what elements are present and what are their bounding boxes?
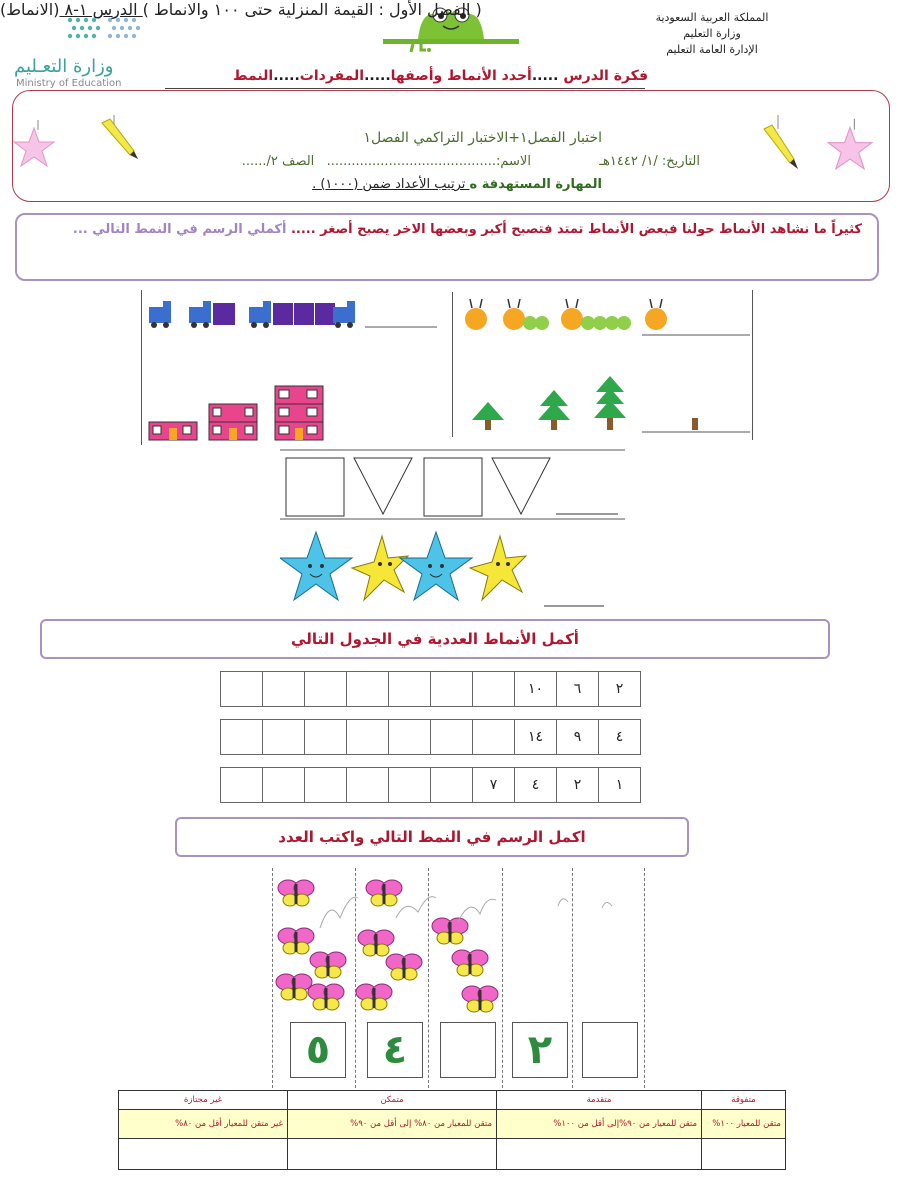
idea-dots-1: .....: [531, 68, 564, 84]
number-cell[interactable]: ١٤: [515, 720, 557, 755]
number-cell[interactable]: [389, 720, 431, 755]
intro-hint: أكملي الرسم في النمط التالي ...: [72, 222, 287, 237]
section-number-patterns-title: أكمل الأنماط العددية في الجدول التالي: [40, 619, 830, 659]
number-cell[interactable]: [389, 672, 431, 707]
train-engine-icon: [149, 301, 171, 328]
section-butterfly-title: اكمل الرسم في النمط التالي واكتب العدد: [175, 817, 689, 857]
butterfly-count-box[interactable]: ٤: [367, 1022, 423, 1078]
pencil-left-icon: [100, 115, 140, 160]
rubric-mark-cell[interactable]: [288, 1139, 497, 1170]
intro-sentence: كثيراً ما نشاهد الأنماط حولنا فبعض الأنماط تمتد فتصبح أكبر وبعضها الاخر يصبح أصغر .....: [286, 222, 862, 237]
rubric-description: متقن للمعيار من ٨٠% إلى أقل من ٩٠%: [288, 1110, 497, 1139]
number-cell[interactable]: [431, 672, 473, 707]
lesson-number: الدرس ١-٨: [59, 0, 143, 19]
lesson-topic: (الانماط): [0, 0, 60, 19]
department-name: الإدارة العامة التعليم: [666, 43, 758, 56]
number-cell[interactable]: [347, 720, 389, 755]
skill-line: [312, 177, 602, 192]
number-cell[interactable]: ٦: [557, 672, 599, 707]
intro-text: [73, 222, 862, 237]
name-field: الاسم:.........................................: [326, 154, 531, 169]
number-cell[interactable]: [263, 672, 305, 707]
butterfly-icon: [276, 880, 346, 1010]
skill-text: ترتيب الأعداد ضمن (١٠٠٠) .: [312, 177, 470, 192]
number-cell[interactable]: ٢: [599, 672, 641, 707]
idea-underline: [165, 88, 645, 89]
number-cell[interactable]: ١: [599, 768, 641, 803]
chapter-line: [0, 0, 482, 19]
number-cell[interactable]: [473, 672, 515, 707]
pattern-divider: [141, 290, 142, 445]
moe-logo-text: وزارة التعـليم: [14, 56, 114, 77]
number-cell[interactable]: [263, 768, 305, 803]
skill-label: المهارة المستهدفة: [477, 177, 602, 192]
number-cell[interactable]: ٢: [557, 768, 599, 803]
chapter-text: ( الفصل الأول : القيمة المنزلية حتى ١٠٠ والانماط ): [142, 0, 482, 19]
number-cell[interactable]: ١٠: [515, 672, 557, 707]
pencil-right-icon: [760, 115, 800, 170]
butterfly-columns: [272, 868, 652, 1018]
pink-star-left-icon: [12, 120, 56, 170]
number-cell[interactable]: ٤: [515, 768, 557, 803]
moe-logo-english: Ministry of Education: [16, 78, 122, 89]
number-cell[interactable]: [389, 768, 431, 803]
number-cell[interactable]: [305, 672, 347, 707]
tree-pattern: [470, 372, 754, 438]
butterfly-icon: [432, 918, 498, 1012]
rubric-mark-cell[interactable]: [497, 1139, 702, 1170]
kingdom-name: المملكة العربية السعودية: [655, 11, 769, 24]
butterfly-count-box[interactable]: [440, 1022, 496, 1078]
rubric-header: متفوقة: [702, 1091, 786, 1110]
rubric-description: غير متقن للمعيار أقل من ٨٠%: [119, 1110, 288, 1139]
number-cell[interactable]: ٧: [473, 768, 515, 803]
butterfly-icon: [356, 880, 422, 1010]
star-pattern: [280, 528, 610, 610]
blue-star-icon: [280, 532, 352, 600]
vocab-word: النمط: [233, 68, 274, 84]
number-cell[interactable]: ٩: [557, 720, 599, 755]
skill-marker: ه: [469, 177, 478, 192]
number-cell[interactable]: [263, 720, 305, 755]
number-cell[interactable]: [221, 672, 263, 707]
butterfly-count-box[interactable]: ٥: [290, 1022, 346, 1078]
date-name-class-line: [242, 154, 700, 169]
rubric-header: متقدمة: [497, 1091, 702, 1110]
number-pattern-row: [220, 767, 641, 803]
class-field: الصف ٢/......: [241, 154, 315, 169]
number-cell[interactable]: [347, 672, 389, 707]
number-cell[interactable]: [473, 720, 515, 755]
train-pattern: [145, 295, 445, 335]
caterpillar-pattern: [462, 295, 754, 340]
rubric-mark-cell[interactable]: [119, 1139, 288, 1170]
rubric-description: متقن للمعيار من ٩٠%إلى أقل من ١٠٠%: [497, 1110, 702, 1139]
test-line: اختبار الفصل١+الاختبار التراكمي الفصل١: [363, 130, 602, 146]
date-field: التاريخ: /١/ ١٤٤٢هـ: [599, 154, 700, 169]
idea-text: أحدد الأنماط وأصفها: [390, 68, 532, 84]
ministry-name: وزارة التعليم: [683, 27, 741, 40]
pattern-divider: [452, 292, 453, 437]
number-pattern-row: [220, 671, 641, 707]
rubric-description: متقن للمعيار ١٠٠%: [702, 1110, 786, 1139]
butterfly-count-box[interactable]: ٢: [512, 1022, 568, 1078]
idea-dots-3: .....: [273, 68, 300, 84]
rubric-header: متمكن: [288, 1091, 497, 1110]
idea-dots-2: .....: [364, 68, 391, 84]
building-pattern: [145, 380, 345, 442]
rubric-header: غير مجتازة: [119, 1091, 288, 1110]
number-cell[interactable]: [305, 720, 347, 755]
shape-pattern: [280, 448, 625, 520]
number-cell[interactable]: [431, 768, 473, 803]
lesson-idea-line: [168, 68, 648, 84]
rubric-mark-cell[interactable]: [702, 1139, 786, 1170]
number-cell[interactable]: [347, 768, 389, 803]
number-cell[interactable]: [431, 720, 473, 755]
pink-star-right-icon: [826, 118, 874, 174]
number-cell[interactable]: [221, 720, 263, 755]
number-pattern-row: [220, 719, 641, 755]
number-cell[interactable]: ٤: [599, 720, 641, 755]
vocab-label: المفردات: [299, 68, 365, 84]
header-kingdom-block: [612, 10, 812, 58]
butterfly-count-box[interactable]: [582, 1022, 638, 1078]
number-cell[interactable]: [221, 768, 263, 803]
assessment-rubric: [118, 1090, 786, 1170]
idea-label: فكرة الدرس: [563, 68, 648, 84]
number-cell[interactable]: [305, 768, 347, 803]
